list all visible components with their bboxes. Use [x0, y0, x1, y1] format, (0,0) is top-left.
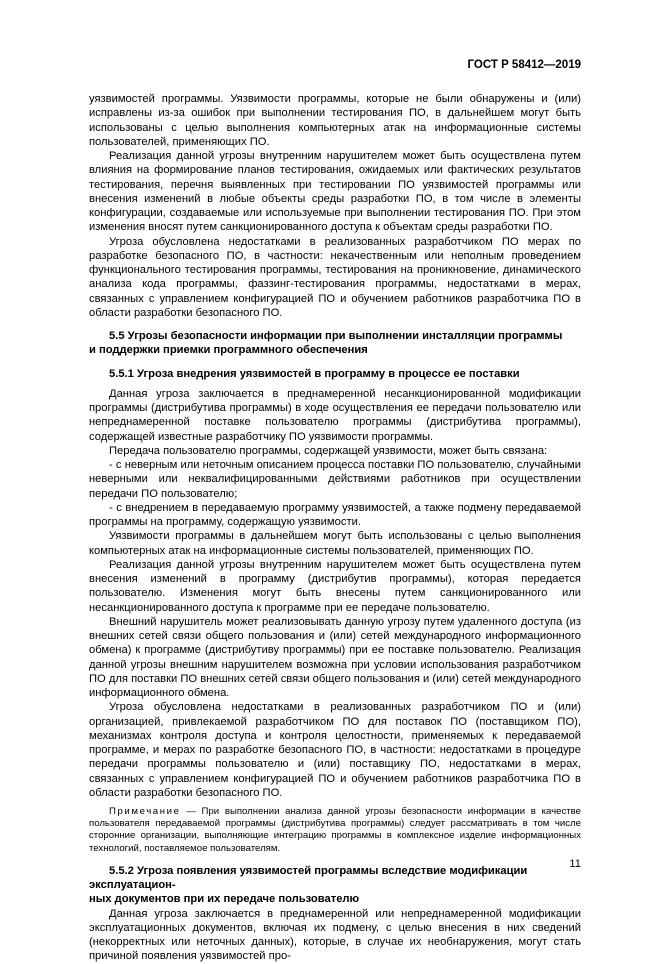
document-code: ГОСТ Р 58412—2019 — [467, 59, 581, 71]
paragraph: Угроза обусловлена недостатками в реализованных разработчиком ПО и (или) организацией, привлекаемой разработчиком ПО для поставок ПО (поставщиком ПО), механизмах контроля доступа и контроля целостности, применяемых к передаваемой программе, и мерах по разработке безопасного ПО, в частности: недостатками в процедуре передачи программы пользователю и (или) поставщику ПО, недостатками в мерах, связанных с управлением конфигурацией ПО и обучением работников разработчика ПО в области разработки безопасного ПО. — [89, 701, 581, 799]
page-number: 11 — [569, 858, 581, 870]
note — [89, 806, 581, 855]
page-content — [89, 92, 581, 964]
subsection-heading-line: 5.5.2 Угроза появления уязвимостей программы вследствие модификации эксплуатацион- — [89, 864, 528, 892]
note-label: Примечание — [109, 806, 181, 817]
subsection-heading-5-5-2 — [89, 864, 581, 907]
paragraph: уязвимостей программы. Уязвимости программы, которые не были обнаружены и (или) исправлены из-за ошибок при выполнении тестирования ПО, в дальнейшем могут быть использованы с целью выполнения компьютерных атак на информационные системы пользователей, применяющих ПО. — [89, 93, 581, 148]
list-item: - с внедрением в передаваемую программу уязвимостей, а также подмену передаваемой программы на программу, содержащую уязвимости. — [89, 501, 581, 528]
section-heading-line: 5.5 Угрозы безопасности информации при выполнении инсталляции программы — [109, 330, 563, 342]
subsection-heading-line: ных документов при их передаче пользователю — [89, 893, 360, 906]
paragraph: Угроза обусловлена недостатками в реализованных разработчиком ПО мерах по разработке безопасного ПО, в частности: некачественным или неполным проведением функционального тестирования программы, тестирования на проникновение, динамического анализа кода программы, фаззинг-тестирования программы, недостатками в мерах, связанных с управлением конфигурацией ПО и обучением работников разработчика ПО в области разработки безопасного ПО. — [89, 235, 581, 319]
paragraph: Реализация данной угрозы внутренним нарушителем может быть осуществлена путем влияния на формирование планов тестирования, ожидаемых или фактических результатов тестирования, перечня выявленных при тестировании ПО уязвимостей программы или внесения изменений в любые объекты среды разработки ПО, в том числе в элементы конфигурации, создаваемые или используемые при выполнении тестирования ПО. При этом изменения вносят путем санкционированного доступа к объектам среды разработки ПО. — [89, 150, 581, 234]
list-item: - с неверным или неточным описанием процесса поставки ПО пользователю, случайными неверными или неквалифицированными действиями работников при осуществлении передачи ПО пользователю; — [89, 459, 581, 500]
paragraph: Реализация данной угрозы внутренним нарушителем может быть осуществлена путем внесения изменений в программу (дистрибутив программы), которая передается пользователю. Изменения могут быть внесены путем санкционированного или несанкционированного доступа к программе при ее передаче пользователю. — [89, 558, 581, 614]
section-heading-line: и поддержки приемки программного обеспечения — [89, 344, 368, 357]
paragraph: Уязвимости программы в дальнейшем могут быть использованы с целью выполнения компьютерных атак на информационные системы пользователей, применяющих ПО. — [89, 530, 581, 557]
paragraph: Передача пользователю программы, содержащей уязвимости, может быть связана: — [109, 444, 548, 457]
subsection-heading-5-5-1: 5.5.1 Угроза внедрения уязвимостей в программу в процессе ее поставки — [109, 367, 520, 380]
note-text: — При выполнении анализа данной угрозы безопасности информации в качестве пользователя передаваемой программы (дистрибутива программы) следует рассматривать в том числе сторонние организации, выполняющие интеграцию программы в комплексное изделие информационных технологий, поставляемое пользователям. — [89, 806, 581, 854]
paragraph: Данная угроза заключается в преднамеренной несанкционированной модификации программы (дистрибутива программы) в ходе осуществления ее передачи пользователю или непреднамеренной поставке пользователю программы (дистрибутива программы), содержащей известные разработчику ПО уязвимости программы. — [89, 387, 581, 443]
section-heading-5-5 — [89, 329, 581, 358]
paragraph: Данная угроза заключается в преднамеренной или непреднамеренной модификации эксплуатационных документов, включая их подмену, с целью внесения в них сведений (некорректных или неточных данных), которые, в случае их необнаружения, могут стать причиной появления уязвимостей про- — [89, 907, 581, 963]
paragraph: Внешний нарушитель может реализовывать данную угрозу путем удаленного доступа (из внешних сетей связи общего пользования и (или) сетей международного информационного обмена) к программе (дистрибутиву программы) при ее поставке пользователю. Реализация данной угрозы внешним нарушителем возможна при условии использования разработчиком ПО для поставки ПО внешних сетей связи общего пользования и (или) сетей международного информационного обмена. — [89, 615, 581, 699]
